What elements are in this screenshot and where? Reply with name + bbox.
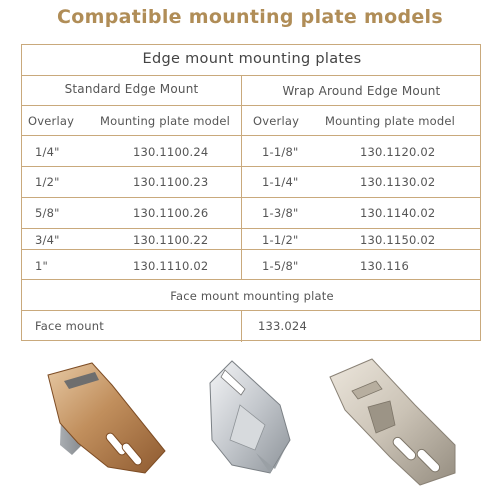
model-wrap: 130.1130.02 — [360, 175, 436, 189]
wrap-around-header: Wrap Around Edge Mount — [282, 84, 441, 98]
overlay-column-header: Overlay — [253, 114, 300, 128]
overlay-wrap: 1-3/8" — [262, 206, 299, 220]
overlay-std: 1/4" — [35, 145, 60, 159]
edge-mount-header: Edge mount mounting plates — [142, 51, 362, 67]
face-mount-label: Face mount — [35, 319, 104, 333]
page-title: Compatible mounting plate models — [57, 6, 443, 28]
model-column-header: Mounting plate model — [325, 114, 456, 128]
model-wrap: 130.1140.02 — [360, 206, 436, 220]
overlay-std: 5/8" — [35, 206, 60, 220]
product-photos — [0, 345, 500, 500]
mounting-plate-table — [21, 44, 481, 341]
model-wrap: 130.1120.02 — [360, 145, 436, 159]
overlay-std: 1" — [35, 259, 49, 273]
model-std: 130.1100.22 — [133, 233, 209, 247]
overlay-wrap: 1-5/8" — [262, 259, 299, 273]
overlay-std: 1/2" — [35, 175, 60, 189]
overlay-column-header: Overlay — [28, 114, 75, 128]
model-wrap: 130.116 — [360, 259, 409, 273]
overlay-std: 3/4" — [35, 233, 60, 247]
chrome-mounting-plate-image — [210, 361, 290, 473]
model-std: 130.1100.24 — [133, 145, 209, 159]
model-std: 130.1100.23 — [133, 175, 209, 189]
model-wrap: 130.1150.02 — [360, 233, 436, 247]
overlay-wrap: 1-1/4" — [262, 175, 299, 189]
model-column-header: Mounting plate model — [100, 114, 231, 128]
model-std: 130.1100.26 — [133, 206, 209, 220]
model-std: 130.1110.02 — [133, 259, 209, 273]
gold-mounting-plate-image — [48, 363, 165, 473]
overlay-wrap: 1-1/8" — [262, 145, 299, 159]
nickel-mounting-plate-image — [330, 359, 455, 485]
face-mount-model: 133.024 — [258, 319, 307, 333]
standard-edge-header: Standard Edge Mount — [64, 82, 199, 96]
face-mount-header: Face mount mounting plate — [170, 289, 334, 303]
overlay-wrap: 1-1/2" — [262, 233, 299, 247]
